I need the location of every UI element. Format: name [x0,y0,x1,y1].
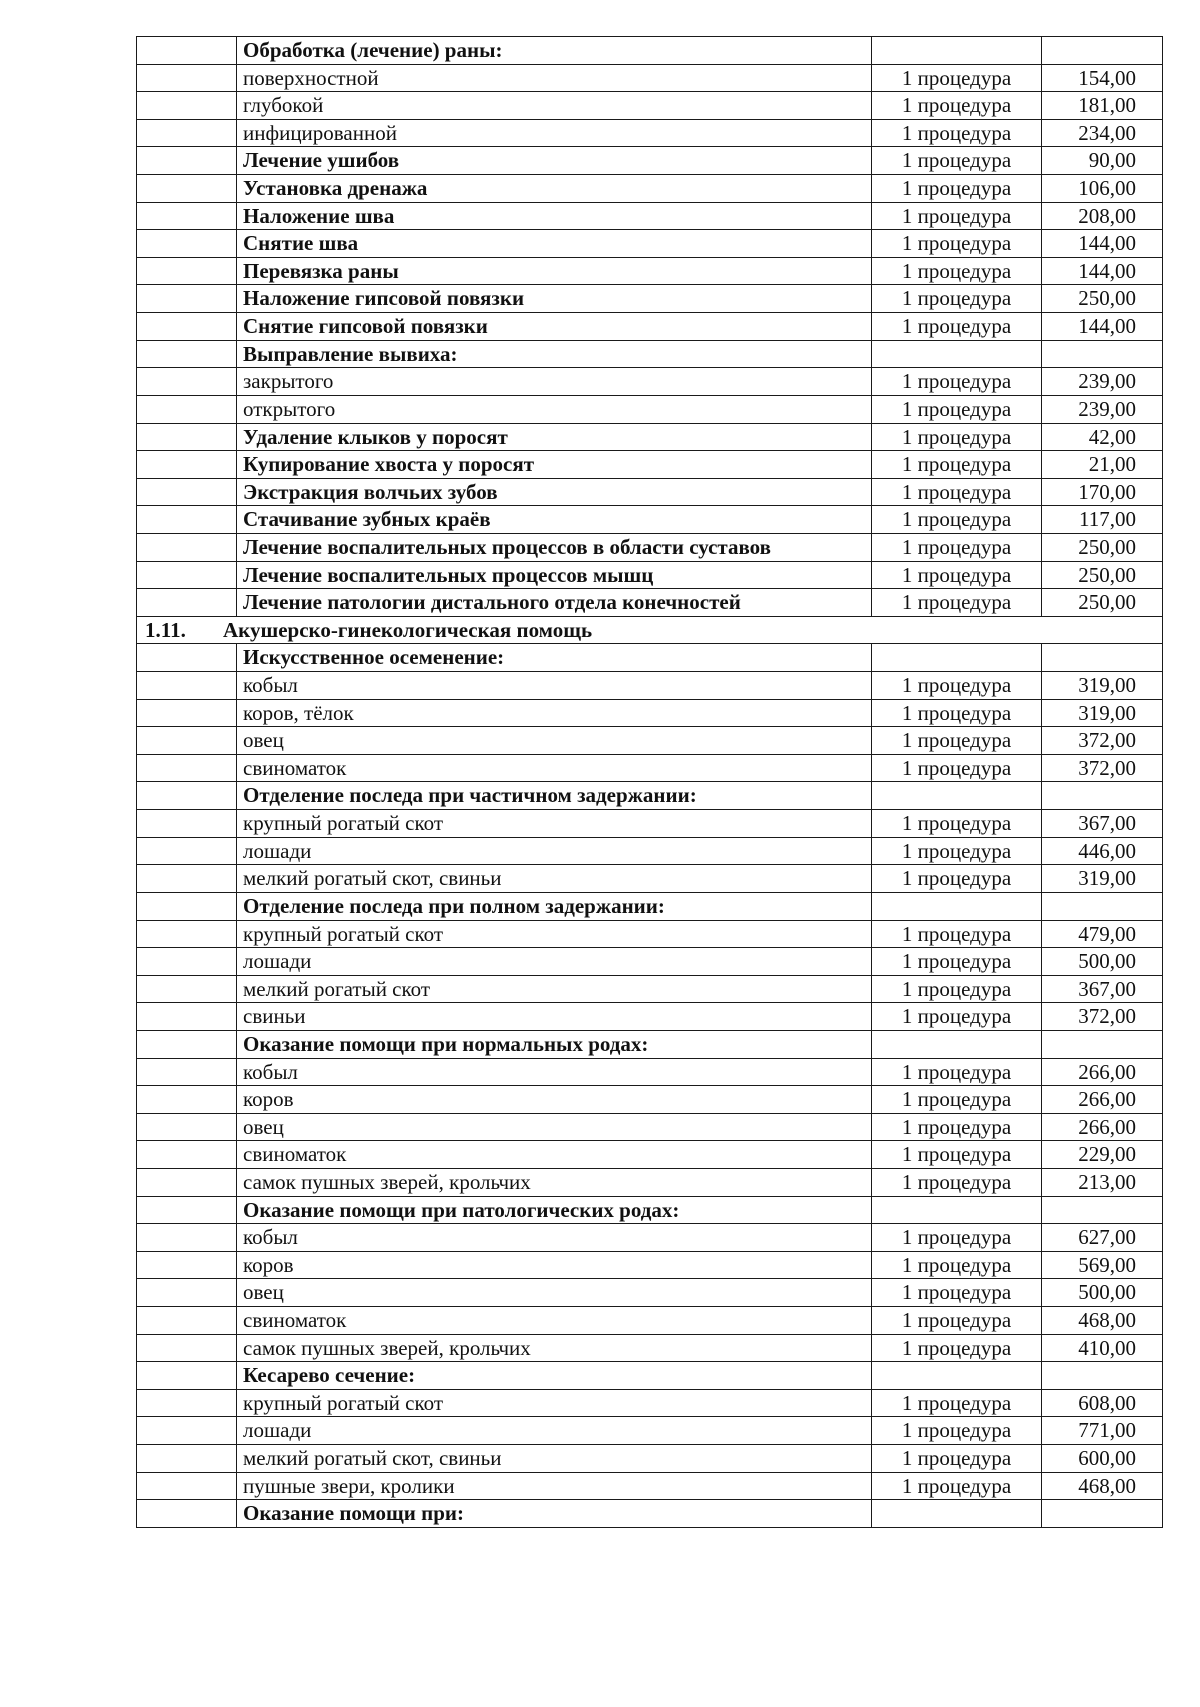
row-number-cell [137,1417,237,1445]
table-row [137,672,1163,700]
price-cell: 771,00 [1042,1417,1163,1445]
service-name: кобыл [237,1058,872,1086]
unit-cell: 1 процедура [872,64,1042,92]
service-name: Кесарево сечение: [237,1362,872,1390]
unit-cell: 1 процедура [872,147,1042,175]
row-number-cell [137,1224,237,1252]
table-row [137,1003,1163,1031]
table-row [137,1334,1163,1362]
price-cell: 106,00 [1042,175,1163,203]
unit-cell [872,644,1042,672]
table-row [137,1279,1163,1307]
unit-cell: 1 процедура [872,865,1042,893]
row-number-cell [137,368,237,396]
table-row [137,119,1163,147]
unit-cell: 1 процедура [872,202,1042,230]
table-row [137,782,1163,810]
service-name: крупный рогатый скот [237,1389,872,1417]
price-cell [1042,1500,1163,1528]
table-row [137,147,1163,175]
service-name: Выправление вывиха: [237,340,872,368]
table-row [137,1445,1163,1473]
unit-cell: 1 процедура [872,754,1042,782]
price-cell: 468,00 [1042,1472,1163,1500]
unit-cell: 1 процедура [872,451,1042,479]
table-row [137,340,1163,368]
service-name: мелкий рогатый скот, свиньи [237,865,872,893]
row-number-cell [137,1003,237,1031]
unit-cell: 1 процедура [872,1003,1042,1031]
row-number-cell [137,865,237,893]
unit-cell: 1 процедура [872,506,1042,534]
table-row [137,1417,1163,1445]
table-row [137,285,1163,313]
price-cell: 144,00 [1042,257,1163,285]
price-cell: 42,00 [1042,423,1163,451]
price-cell: 250,00 [1042,589,1163,617]
row-number-cell [137,1362,237,1390]
service-name: Оказание помощи при патологических родах: [237,1196,872,1224]
table-row [137,837,1163,865]
unit-cell: 1 процедура [872,119,1042,147]
unit-cell: 1 процедура [872,948,1042,976]
unit-cell: 1 процедура [872,533,1042,561]
unit-cell: 1 процедура [872,699,1042,727]
table-row [137,810,1163,838]
price-cell: 229,00 [1042,1141,1163,1169]
service-name: коров [237,1086,872,1114]
price-cell: 208,00 [1042,202,1163,230]
row-number-cell [137,285,237,313]
price-cell: 367,00 [1042,975,1163,1003]
row-number-cell [137,147,237,175]
row-number-cell [137,478,237,506]
price-cell: 181,00 [1042,92,1163,120]
service-name: коров, тёлок [237,699,872,727]
table-row [137,1362,1163,1390]
unit-cell: 1 процедура [872,1472,1042,1500]
service-name: лошади [237,1417,872,1445]
row-number-cell [137,533,237,561]
service-name: Установка дренажа [237,175,872,203]
service-name: Лечение патологии дистального отдела конечностей [237,589,872,617]
row-number-cell [137,699,237,727]
service-name: Оказание помощи при: [237,1500,872,1528]
unit-cell: 1 процедура [872,810,1042,838]
service-name: Купирование хвоста у поросят [237,451,872,479]
row-number-cell [137,1445,237,1473]
price-cell: 319,00 [1042,865,1163,893]
row-number-cell [137,1196,237,1224]
price-cell: 170,00 [1042,478,1163,506]
unit-cell: 1 процедура [872,1389,1042,1417]
table-row [137,920,1163,948]
unit-cell [872,1500,1042,1528]
row-number-cell [137,920,237,948]
row-number-cell [137,561,237,589]
unit-cell: 1 процедура [872,1058,1042,1086]
row-number-cell [137,1279,237,1307]
unit-cell: 1 процедура [872,837,1042,865]
service-name: крупный рогатый скот [237,810,872,838]
unit-cell [872,1196,1042,1224]
row-number-cell [137,948,237,976]
section-number: 1.11. [145,617,186,642]
price-cell: 479,00 [1042,920,1163,948]
table-row [137,644,1163,672]
price-cell [1042,340,1163,368]
row-number-cell [137,672,237,700]
unit-cell: 1 процедура [872,1224,1042,1252]
service-name: Обработка (лечение) раны: [237,37,872,65]
price-cell: 608,00 [1042,1389,1163,1417]
table-row [137,1389,1163,1417]
price-cell [1042,37,1163,65]
table-row [137,202,1163,230]
service-name: Перевязка раны [237,257,872,285]
table-row [137,175,1163,203]
service-name: самок пушных зверей, крольчих [237,1168,872,1196]
unit-cell: 1 процедура [872,1141,1042,1169]
unit-cell: 1 процедура [872,589,1042,617]
price-cell: 144,00 [1042,313,1163,341]
row-number-cell [137,1086,237,1114]
table-row [137,37,1163,65]
section-row [137,616,1163,644]
service-name: кобыл [237,1224,872,1252]
table-row [137,506,1163,534]
service-name: Наложение гипсовой повязки [237,285,872,313]
unit-cell [872,37,1042,65]
price-cell: 266,00 [1042,1086,1163,1114]
service-name: Наложение шва [237,202,872,230]
table-row [137,1307,1163,1335]
unit-cell [872,782,1042,810]
section-heading [137,616,1163,644]
table-row [137,975,1163,1003]
table-row [137,1030,1163,1058]
price-cell [1042,1030,1163,1058]
unit-cell: 1 процедура [872,92,1042,120]
service-name: Снятие гипсовой повязки [237,313,872,341]
price-cell: 239,00 [1042,368,1163,396]
row-number-cell [137,395,237,423]
row-number-cell [137,1168,237,1196]
table-row [137,395,1163,423]
service-name: открытого [237,395,872,423]
row-number-cell [137,1472,237,1500]
service-name: свиноматок [237,1307,872,1335]
row-number-cell [137,1058,237,1086]
price-cell: 239,00 [1042,395,1163,423]
table-row [137,754,1163,782]
service-name: Лечение воспалительных процессов мышц [237,561,872,589]
row-number-cell [137,1251,237,1279]
service-name: свиноматок [237,754,872,782]
service-name: крупный рогатый скот [237,920,872,948]
price-cell: 372,00 [1042,727,1163,755]
table-row [137,1058,1163,1086]
row-number-cell [137,257,237,285]
price-cell: 372,00 [1042,1003,1163,1031]
row-number-cell [137,810,237,838]
service-name: овец [237,727,872,755]
service-name: Оказание помощи при нормальных родах: [237,1030,872,1058]
service-name: свиноматок [237,1141,872,1169]
obstetric-rows [137,644,1163,1528]
unit-cell: 1 процедура [872,395,1042,423]
unit-cell [872,1362,1042,1390]
service-name: поверхностной [237,64,872,92]
table-row [137,865,1163,893]
unit-cell: 1 процедура [872,727,1042,755]
section-header [137,616,1163,644]
table-row [137,727,1163,755]
row-number-cell [137,64,237,92]
unit-cell: 1 процедура [872,975,1042,1003]
service-name: овец [237,1279,872,1307]
price-cell: 500,00 [1042,948,1163,976]
row-number-cell [137,1307,237,1335]
row-number-cell [137,1500,237,1528]
price-cell: 627,00 [1042,1224,1163,1252]
row-number-cell [137,754,237,782]
service-name: овец [237,1113,872,1141]
row-number-cell [137,506,237,534]
service-name: лошади [237,837,872,865]
service-name: самок пушных зверей, крольчих [237,1334,872,1362]
table-row [137,699,1163,727]
service-name: Искусственное осеменение: [237,644,872,672]
price-cell: 372,00 [1042,754,1163,782]
unit-cell: 1 процедура [872,257,1042,285]
table-row [137,1113,1163,1141]
price-cell: 266,00 [1042,1058,1163,1086]
table-row [137,1224,1163,1252]
table-row [137,1086,1163,1114]
price-cell [1042,892,1163,920]
row-number-cell [137,782,237,810]
unit-cell: 1 процедура [872,1113,1042,1141]
table-row [137,1251,1163,1279]
service-name: коров [237,1251,872,1279]
table-row [137,948,1163,976]
unit-cell: 1 процедура [872,175,1042,203]
service-name: мелкий рогатый скот [237,975,872,1003]
table-row [137,1472,1163,1500]
unit-cell: 1 процедура [872,423,1042,451]
service-name: Экстракция волчьих зубов [237,478,872,506]
price-cell: 600,00 [1042,1445,1163,1473]
price-cell: 319,00 [1042,672,1163,700]
price-cell [1042,1362,1163,1390]
unit-cell: 1 процедура [872,313,1042,341]
price-cell: 213,00 [1042,1168,1163,1196]
table-row [137,92,1163,120]
table-row [137,423,1163,451]
unit-cell: 1 процедура [872,1307,1042,1335]
wound-treatment-rows [137,37,1163,617]
row-number-cell [137,92,237,120]
row-number-cell [137,202,237,230]
price-cell: 90,00 [1042,147,1163,175]
unit-cell: 1 процедура [872,1417,1042,1445]
price-cell: 446,00 [1042,837,1163,865]
price-cell: 266,00 [1042,1113,1163,1141]
row-number-cell [137,1113,237,1141]
service-name: Лечение воспалительных процессов в области суставов [237,533,872,561]
price-cell: 144,00 [1042,230,1163,258]
price-cell: 234,00 [1042,119,1163,147]
row-number-cell [137,1334,237,1362]
unit-cell [872,892,1042,920]
table-row [137,589,1163,617]
row-number-cell [137,644,237,672]
row-number-cell [137,451,237,479]
unit-cell: 1 процедура [872,1445,1042,1473]
table-row [137,368,1163,396]
price-table [136,36,1163,1528]
unit-cell: 1 процедура [872,1168,1042,1196]
table-row [137,1196,1163,1224]
price-cell: 250,00 [1042,285,1163,313]
service-name: Снятие шва [237,230,872,258]
row-number-cell [137,340,237,368]
price-cell: 569,00 [1042,1251,1163,1279]
row-number-cell [137,37,237,65]
unit-cell: 1 процедура [872,920,1042,948]
row-number-cell [137,423,237,451]
unit-cell: 1 процедура [872,285,1042,313]
row-number-cell [137,230,237,258]
table-row [137,313,1163,341]
price-cell: 250,00 [1042,561,1163,589]
table-row [137,561,1163,589]
table-row [137,230,1163,258]
service-name: мелкий рогатый скот, свиньи [237,1445,872,1473]
unit-cell: 1 процедура [872,478,1042,506]
unit-cell [872,340,1042,368]
price-cell [1042,644,1163,672]
price-cell: 154,00 [1042,64,1163,92]
unit-cell: 1 процедура [872,561,1042,589]
table-row [137,257,1163,285]
service-name: Отделение последа при частичном задержании: [237,782,872,810]
service-name: свиньи [237,1003,872,1031]
unit-cell: 1 процедура [872,1251,1042,1279]
price-cell: 367,00 [1042,810,1163,838]
service-name: Удаление клыков у поросят [237,423,872,451]
service-name: закрытого [237,368,872,396]
row-number-cell [137,727,237,755]
table-row [137,64,1163,92]
row-number-cell [137,892,237,920]
unit-cell [872,1030,1042,1058]
service-name: кобыл [237,672,872,700]
row-number-cell [137,1030,237,1058]
table-row [137,478,1163,506]
row-number-cell [137,175,237,203]
row-number-cell [137,1389,237,1417]
row-number-cell [137,975,237,1003]
unit-cell: 1 процедура [872,1279,1042,1307]
row-number-cell [137,837,237,865]
unit-cell: 1 процедура [872,1334,1042,1362]
table-row [137,451,1163,479]
row-number-cell [137,313,237,341]
row-number-cell [137,119,237,147]
price-cell: 410,00 [1042,1334,1163,1362]
section-title: Акушерско-гинекологическая помощь [223,617,593,642]
service-name: Отделение последа при полном задержании: [237,892,872,920]
row-number-cell [137,589,237,617]
service-name: пушные звери, кролики [237,1472,872,1500]
row-number-cell [137,1141,237,1169]
price-cell: 117,00 [1042,506,1163,534]
price-cell: 319,00 [1042,699,1163,727]
service-name: инфицированной [237,119,872,147]
unit-cell: 1 процедура [872,368,1042,396]
price-cell [1042,1196,1163,1224]
table-row [137,1500,1163,1528]
unit-cell: 1 процедура [872,230,1042,258]
price-cell: 250,00 [1042,533,1163,561]
service-name: Стачивание зубных краёв [237,506,872,534]
table-row [137,1141,1163,1169]
price-cell: 21,00 [1042,451,1163,479]
service-name: глубокой [237,92,872,120]
unit-cell: 1 процедура [872,672,1042,700]
price-cell: 468,00 [1042,1307,1163,1335]
price-cell [1042,782,1163,810]
table-row [137,533,1163,561]
table-row [137,1168,1163,1196]
unit-cell: 1 процедура [872,1086,1042,1114]
service-name: лошади [237,948,872,976]
table-row [137,892,1163,920]
service-name: Лечение ушибов [237,147,872,175]
price-cell: 500,00 [1042,1279,1163,1307]
